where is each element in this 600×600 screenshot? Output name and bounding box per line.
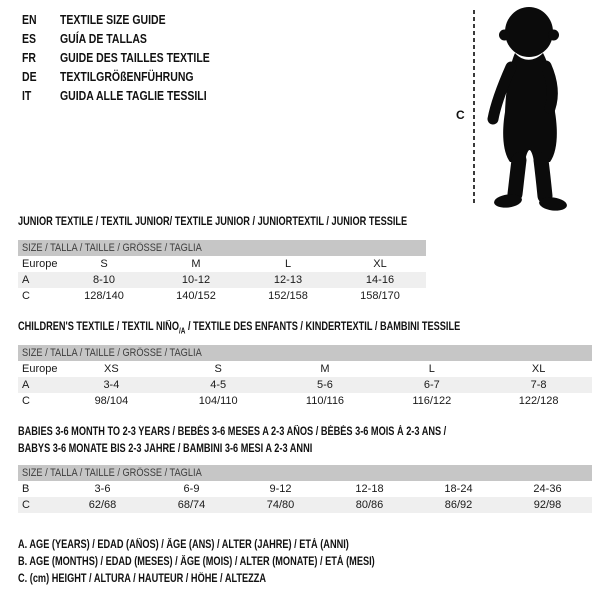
cell: XS bbox=[104, 363, 119, 375]
table-row bbox=[18, 272, 426, 288]
cell: 110/116 bbox=[305, 395, 345, 407]
language-code: EN bbox=[22, 13, 37, 27]
language-code: FR bbox=[22, 51, 37, 65]
language-row-fr bbox=[22, 49, 238, 68]
cell: 3-4 bbox=[103, 379, 120, 391]
cell: 92/98 bbox=[533, 499, 562, 511]
row-label: Europe bbox=[22, 363, 58, 375]
cell: 104/110 bbox=[198, 395, 238, 407]
babies-table-title: BABIES 3-6 MONTH TO 2-3 YEARS / BEBÉS 3-6 MESES A 2-3 AÑOS / BÉBÉS 3-6 MOIS À 2-3 ANS / BABYS 3-6 MONATE BIS 2-3 JAHRE / BAMBINI 3-6 MESI A 2-3 ANNI bbox=[18, 426, 447, 455]
cell: 6-9 bbox=[183, 483, 200, 495]
footnote-a: A. AGE (YEARS) / EDAD (AÑOS) / ÂGE (ANS) / ALTER (JAHRE) / ETÀ (ANNI) bbox=[18, 539, 349, 551]
table-row bbox=[18, 256, 426, 272]
cell: 74/80 bbox=[266, 499, 295, 511]
cell: 9-12 bbox=[269, 483, 292, 495]
junior-size-table bbox=[18, 256, 426, 304]
language-code: DE bbox=[22, 70, 37, 84]
babies-size-header-bar: SIZE / TALLA / TAILLE / GRÖSSE / TAGLIA bbox=[18, 465, 592, 481]
cell: L bbox=[284, 258, 292, 270]
cell: 152/158 bbox=[268, 290, 308, 302]
baby-silhouette bbox=[482, 4, 580, 214]
cell: 14-16 bbox=[365, 274, 395, 286]
cell: M bbox=[320, 363, 330, 375]
cell: 122/128 bbox=[518, 395, 559, 407]
cell: 116/122 bbox=[412, 395, 452, 407]
cell: 98/104 bbox=[94, 395, 129, 407]
cell: 140/152 bbox=[176, 290, 216, 302]
cell: M bbox=[191, 258, 201, 270]
table-row bbox=[18, 481, 592, 497]
childrens-size-table bbox=[18, 361, 592, 409]
cell: 7-8 bbox=[530, 379, 547, 391]
row-label: A bbox=[22, 274, 30, 286]
row-label: C bbox=[22, 290, 30, 302]
cell: 6-7 bbox=[423, 379, 440, 391]
cell: 12-13 bbox=[273, 274, 303, 286]
language-title: TEXTILGRÖßENFÜHRUNG bbox=[60, 70, 194, 84]
cell: 5-6 bbox=[317, 379, 333, 391]
language-row-es bbox=[22, 30, 238, 49]
cell: L bbox=[428, 363, 435, 375]
cell: S bbox=[214, 363, 222, 375]
language-row-de bbox=[22, 68, 238, 87]
row-label: A bbox=[22, 379, 30, 391]
language-legend bbox=[22, 11, 238, 106]
row-label: B bbox=[22, 483, 30, 495]
cell: XL bbox=[373, 258, 387, 270]
footnote-legend bbox=[18, 537, 464, 588]
language-row-en bbox=[22, 11, 238, 30]
childrens-size-header-bar: SIZE / TALLA / TAILLE / GRÖSSE / TAGLIA bbox=[18, 345, 592, 361]
cell: 62/68 bbox=[88, 499, 117, 511]
row-label: C bbox=[22, 499, 30, 511]
cell: XL bbox=[531, 363, 546, 375]
table-row bbox=[18, 288, 426, 304]
cell: 10-12 bbox=[181, 274, 211, 286]
row-label: C bbox=[22, 395, 30, 407]
junior-table-title: JUNIOR TEXTILE / TEXTIL JUNIOR/ TEXTILE JUNIOR / JUNIORTEXTIL / JUNIOR TESSILE bbox=[18, 216, 408, 228]
cell: 24-36 bbox=[533, 483, 562, 495]
cell: 86/92 bbox=[444, 499, 473, 511]
cell: 128/140 bbox=[84, 290, 124, 302]
height-measure-dashed-line bbox=[473, 10, 475, 206]
junior-size-header-bar: SIZE / TALLA / TAILLE / GRÖSSE / TAGLIA bbox=[18, 240, 426, 256]
footnote-c: C. (cm) HEIGHT / ALTURA / HAUTEUR / HÖHE / ALTEZZA bbox=[18, 573, 267, 585]
childrens-table-title: CHILDREN'S TEXTILE / TEXTIL $NIÑO_{/A}$ / TEXTILE DES ENFANTS / KINDERTEXTIL / BAMBINI TESSILE bbox=[18, 321, 461, 336]
cell: 18-24 bbox=[444, 483, 473, 495]
cell: 3-6 bbox=[94, 483, 111, 495]
babies-size-table bbox=[18, 481, 592, 513]
footnote-b: B. AGE (MONTHS) / EDAD (MESES) / ÂGE (MOIS) / ALTER (MONATE) / ETÀ (MESI) bbox=[18, 556, 375, 568]
cell: 4-5 bbox=[210, 379, 227, 391]
cell: S bbox=[100, 258, 108, 270]
language-title: GUIDA ALLE TAGLIE TESSILI bbox=[60, 89, 207, 103]
table-row bbox=[18, 393, 592, 409]
language-title: TEXTILE SIZE GUIDE bbox=[60, 13, 166, 27]
language-title: GUÍA DE TALLAS bbox=[60, 32, 147, 46]
cell: 8-10 bbox=[92, 274, 116, 286]
cell: 158/170 bbox=[360, 290, 400, 302]
cell: 12-18 bbox=[355, 483, 384, 495]
cell: 80/86 bbox=[355, 499, 384, 511]
row-label: Europe bbox=[22, 258, 58, 270]
language-row-it bbox=[22, 87, 238, 106]
height-measure-label: C bbox=[456, 108, 465, 122]
table-row bbox=[18, 361, 592, 377]
table-row bbox=[18, 497, 592, 513]
table-row bbox=[18, 377, 592, 393]
language-code: IT bbox=[22, 89, 32, 103]
language-title: GUIDE DES TAILLES TEXTILE bbox=[60, 51, 210, 65]
cell: 68/74 bbox=[177, 499, 206, 511]
language-code: ES bbox=[22, 32, 37, 46]
